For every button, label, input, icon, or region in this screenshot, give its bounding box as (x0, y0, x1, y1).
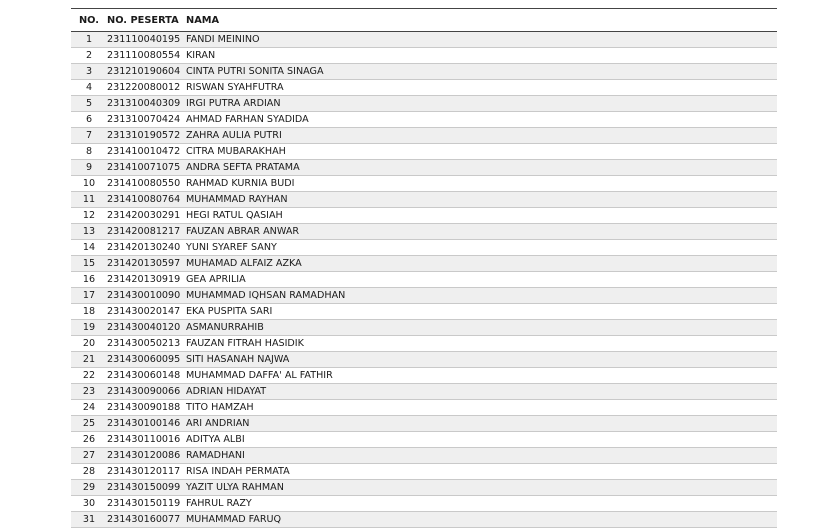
participant-number: 231310040309 (107, 96, 186, 112)
participant-name: GEA APRILIA (186, 272, 777, 288)
table-row (71, 352, 777, 368)
participant-name: MUHAMMAD IQHSAN RAMADHAN (186, 288, 777, 304)
participant-number: 231430040120 (107, 320, 186, 336)
row-number: 23 (71, 384, 107, 400)
participant-number: 231110040195 (107, 32, 186, 48)
table-row (71, 448, 777, 464)
row-number: 15 (71, 256, 107, 272)
participant-name: ADITYA ALBI (186, 432, 777, 448)
participant-name: CITRA MUBARAKHAH (186, 144, 777, 160)
table-row (71, 96, 777, 112)
participant-number: 231430020147 (107, 304, 186, 320)
participant-name: SITI HASANAH NAJWA (186, 352, 777, 368)
participant-number: 231430060148 (107, 368, 186, 384)
row-number: 25 (71, 416, 107, 432)
participant-number: 231420081217 (107, 224, 186, 240)
table-row (71, 112, 777, 128)
participant-name: RAMADHANI (186, 448, 777, 464)
participant-number: 231430150099 (107, 480, 186, 496)
header-participant-number: NO. PESERTA (107, 9, 186, 32)
row-number: 27 (71, 448, 107, 464)
participant-number: 231430150119 (107, 496, 186, 512)
table-row (71, 432, 777, 448)
participant-name: FAHRUL RAZY (186, 496, 777, 512)
participant-number: 231430090066 (107, 384, 186, 400)
table-row (71, 160, 777, 176)
participant-number: 231420030291 (107, 208, 186, 224)
row-number: 9 (71, 160, 107, 176)
participant-number: 231210190604 (107, 64, 186, 80)
row-number: 16 (71, 272, 107, 288)
table-row (71, 224, 777, 240)
row-number: 1 (71, 32, 107, 48)
participant-name: FANDI MEININO (186, 32, 777, 48)
participant-number: 231430120086 (107, 448, 186, 464)
table-row (71, 176, 777, 192)
participant-name: MUHAMMAD DAFFA' AL FATHIR (186, 368, 777, 384)
row-number: 18 (71, 304, 107, 320)
header-no: NO. (71, 9, 107, 32)
participant-name: HEGI RATUL QASIAH (186, 208, 777, 224)
participant-name: YUNI SYAREF SANY (186, 240, 777, 256)
row-number: 21 (71, 352, 107, 368)
table-row (71, 144, 777, 160)
row-number: 26 (71, 432, 107, 448)
participant-number: 231420130597 (107, 256, 186, 272)
participant-table (71, 8, 777, 528)
participant-number: 231430100146 (107, 416, 186, 432)
row-number: 3 (71, 64, 107, 80)
participant-number: 231430050213 (107, 336, 186, 352)
participant-number: 231420130240 (107, 240, 186, 256)
participant-name: ASMANURRAHIB (186, 320, 777, 336)
participant-number: 231430160077 (107, 512, 186, 528)
participant-number: 231220080012 (107, 80, 186, 96)
row-number: 22 (71, 368, 107, 384)
row-number: 10 (71, 176, 107, 192)
row-number: 2 (71, 48, 107, 64)
row-number: 28 (71, 464, 107, 480)
row-number: 13 (71, 224, 107, 240)
row-number: 17 (71, 288, 107, 304)
row-number: 7 (71, 128, 107, 144)
participant-name: RAHMAD KURNIA BUDI (186, 176, 777, 192)
row-number: 31 (71, 512, 107, 528)
participant-number: 231110080554 (107, 48, 186, 64)
participant-number: 231430110016 (107, 432, 186, 448)
participant-name: KIRAN (186, 48, 777, 64)
row-number: 19 (71, 320, 107, 336)
participant-name: IRGI PUTRA ARDIAN (186, 96, 777, 112)
participant-name: ZAHRA AULIA PUTRI (186, 128, 777, 144)
participant-number: 231410071075 (107, 160, 186, 176)
table-row (71, 256, 777, 272)
table-row (71, 48, 777, 64)
table-body (71, 32, 777, 528)
table-row (71, 64, 777, 80)
row-number: 29 (71, 480, 107, 496)
table-row (71, 80, 777, 96)
row-number: 30 (71, 496, 107, 512)
participant-number: 231410010472 (107, 144, 186, 160)
row-number: 14 (71, 240, 107, 256)
table-row (71, 272, 777, 288)
participant-name: MUHAMMAD RAYHAN (186, 192, 777, 208)
participant-name: CINTA PUTRI SONITA SINAGA (186, 64, 777, 80)
participant-name: EKA PUSPITA SARI (186, 304, 777, 320)
row-number: 20 (71, 336, 107, 352)
participant-name: RISWAN SYAHFUTRA (186, 80, 777, 96)
participant-number: 231430010090 (107, 288, 186, 304)
participant-number: 231310190572 (107, 128, 186, 144)
table-row (71, 416, 777, 432)
row-number: 5 (71, 96, 107, 112)
participant-name: ARI ANDRIAN (186, 416, 777, 432)
header-row (71, 9, 777, 32)
table-row (71, 128, 777, 144)
row-number: 4 (71, 80, 107, 96)
table-row (71, 336, 777, 352)
table-row (71, 208, 777, 224)
row-number: 6 (71, 112, 107, 128)
participant-number: 231420130919 (107, 272, 186, 288)
participant-name: YAZIT ULYA RAHMAN (186, 480, 777, 496)
row-number: 12 (71, 208, 107, 224)
row-number: 11 (71, 192, 107, 208)
table-row (71, 512, 777, 528)
participant-number: 231410080550 (107, 176, 186, 192)
participant-name: RISA INDAH PERMATA (186, 464, 777, 480)
table-row (71, 400, 777, 416)
participant-number: 231430120117 (107, 464, 186, 480)
table-header (71, 9, 777, 32)
table-row (71, 496, 777, 512)
participant-name: AHMAD FARHAN SYADIDA (186, 112, 777, 128)
participant-name: ADRIAN HIDAYAT (186, 384, 777, 400)
participant-number: 231430090188 (107, 400, 186, 416)
table-row (71, 304, 777, 320)
participant-name: TITO HAMZAH (186, 400, 777, 416)
participant-name: ANDRA SEFTA PRATAMA (186, 160, 777, 176)
table-row (71, 384, 777, 400)
participant-number: 231310070424 (107, 112, 186, 128)
participant-number: 231430060095 (107, 352, 186, 368)
participant-name: FAUZAN FITRAH HASIDIK (186, 336, 777, 352)
table-row (71, 32, 777, 48)
participant-name: MUHAMAD ALFAIZ AZKA (186, 256, 777, 272)
table-row (71, 368, 777, 384)
table-row (71, 320, 777, 336)
table-row (71, 288, 777, 304)
participant-name: FAUZAN ABRAR ANWAR (186, 224, 777, 240)
header-name: NAMA (186, 9, 777, 32)
participant-number: 231410080764 (107, 192, 186, 208)
table-row (71, 240, 777, 256)
table-row (71, 192, 777, 208)
participant-name: MUHAMMAD FARUQ (186, 512, 777, 528)
table-row (71, 464, 777, 480)
row-number: 8 (71, 144, 107, 160)
row-number: 24 (71, 400, 107, 416)
table-row (71, 480, 777, 496)
